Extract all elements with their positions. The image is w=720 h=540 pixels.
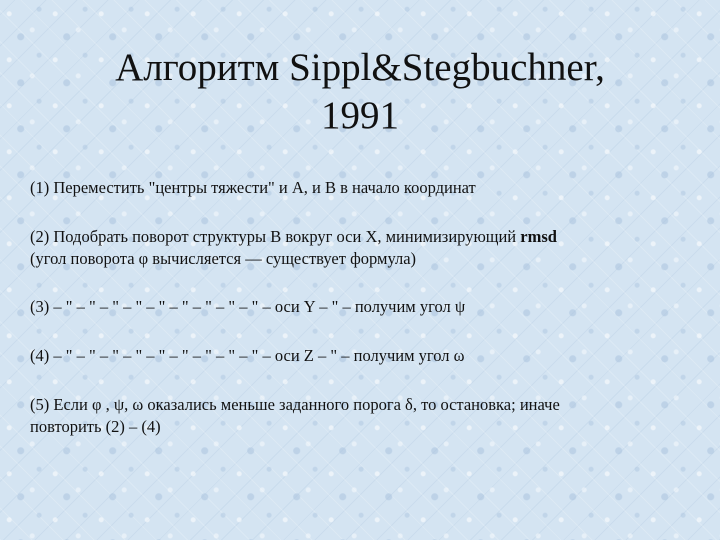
slide-title: [40, 44, 680, 140]
step-2-note: (угол поворота φ вычисляется — существует формула): [30, 249, 417, 268]
title-line-2: 1991: [321, 94, 399, 137]
title-line-1: Алгоритм Sippl&Stegbuchner,: [115, 46, 605, 89]
step-3: (3) – " – " – " – " – " – " – " – " – " – оси Y – " – получим угол ψ: [30, 297, 466, 316]
step-4: (4) – " – " – " – " – " – " – " – " – " – оси Z – " – получим угол ω: [30, 346, 465, 365]
rmsd-term: rmsd: [520, 227, 557, 246]
step-5-continuation: повторить (2) – (4): [30, 417, 161, 436]
step-1: (1) Переместить "центры тяжести" и А, и В в начало координат: [30, 178, 476, 197]
step-2-text: (2) Подобрать поворот структуры В вокруг оси X, минимизирующий: [30, 227, 521, 246]
step-2: [30, 226, 557, 247]
step-5: (5) Если φ , ψ, ω оказались меньше заданного порога δ, то остановка; иначе: [30, 395, 560, 414]
